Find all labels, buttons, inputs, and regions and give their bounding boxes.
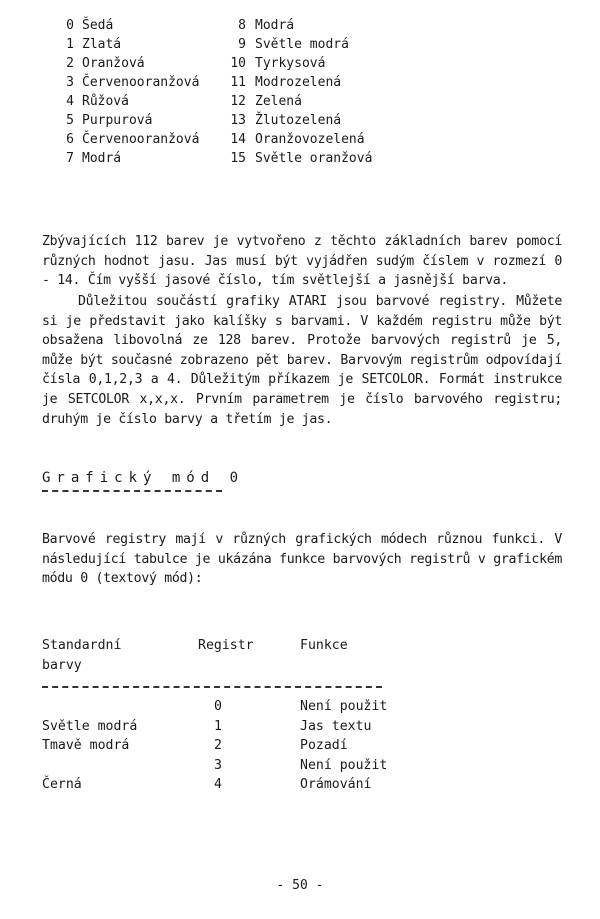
color-name: Tyrkysová [255, 56, 326, 71]
cell-function: Pozadí [300, 738, 348, 753]
cell-register: 3 [214, 757, 222, 773]
color-name: Růžová [82, 94, 129, 109]
color-number: 3 [66, 75, 74, 90]
cell-register: 4 [214, 777, 222, 792]
color-name: Purpurová [82, 113, 153, 128]
color-name: Žlutozelená [255, 113, 342, 128]
section-heading: Grafický mód 0 [42, 470, 245, 486]
cell-register: 2 [214, 738, 222, 753]
cell-color: Tmavě modrá [42, 738, 130, 753]
paragraph-table-intro: Barvové registry mají v různých grafických módech různou funkci. V následující tabulce je ukázána funkce barvových registrů v grafickém módu 0 (textový mód): [42, 532, 562, 587]
color-name: Šedá [82, 18, 114, 33]
page-number: - 50 - [276, 878, 324, 893]
color-name: Světle oranžová [255, 151, 373, 166]
color-number: 9 [238, 37, 246, 52]
cell-register: 1 [214, 718, 222, 734]
cell-function: Není použit [300, 699, 388, 714]
cell-color: Černá [42, 777, 82, 792]
color-name: Oranžová [82, 56, 145, 71]
color-name: Modrozelená [255, 75, 342, 90]
color-name: Světle modrá [255, 37, 349, 52]
paragraph-remaining-colors: Zbývajících 112 barev je vytvořeno z těchto základních barev pomocí různých hodnot jasu. Jas musí být vyjádřen sudým číslem v rozmezí 0 - 14. Čím vyšší jasové číslo, tím světlejší a jasnější barva. [42, 234, 562, 289]
cell-function: Orámování [300, 777, 372, 792]
color-number: 11 [230, 75, 246, 90]
table-row [0, 756, 600, 775]
color-number: 13 [230, 113, 246, 128]
table-header-colors [42, 636, 132, 675]
color-number: 7 [66, 151, 74, 166]
color-number: 0 [66, 18, 74, 33]
color-number: 6 [66, 132, 74, 147]
color-number: 12 [230, 94, 246, 109]
table-row [0, 717, 600, 736]
color-number: 14 [230, 132, 246, 147]
cell-function: Jas textu [300, 718, 372, 734]
color-number: 5 [66, 113, 74, 128]
color-name: Zlatá [82, 37, 122, 52]
color-number: 10 [230, 56, 246, 71]
cell-color: Světle modrá [42, 718, 138, 734]
header-text: Standardní barvy [42, 638, 122, 673]
color-number: 4 [66, 94, 74, 109]
heading-underline [42, 490, 222, 492]
color-number: 2 [66, 56, 74, 71]
cell-function: Není použit [300, 757, 388, 773]
color-name: Zelená [255, 94, 302, 109]
table-row [0, 736, 600, 755]
color-number: 1 [66, 37, 74, 52]
table-row [0, 775, 600, 794]
color-number: 15 [230, 151, 246, 166]
color-name: Červenooranžová [82, 75, 200, 90]
table-header-register: Registr [198, 638, 254, 653]
paragraph-color-registers: Důležitou součástí grafiky ATARI jsou barvové registry. Můžete si je představit jako kalíšky s barvami. V každém registru může být obsažena libovolná ze 128 barev. Protože barvových registrů je 5, může být současné zobrazeno pět barev. Barvovým registrům odpovídají čísla 0,1,2,3 a 4. Důležitým příkazem je SETCOLOR. Formát instrukce je SETCOLOR x,x,x. Prvním parametrem je číslo barvového registru; druhým je číslo barvy a třetím je jas. [42, 294, 562, 427]
color-name: Oranžovozelená [255, 132, 365, 147]
table-header-rule [42, 686, 382, 688]
color-name: Červenooranžová [82, 132, 200, 147]
table-row [0, 697, 600, 716]
color-number: 8 [238, 18, 246, 33]
color-name: Modrá [255, 18, 295, 33]
color-name: Modrá [82, 151, 122, 166]
table-header-function: Funkce [300, 638, 348, 653]
cell-register: 0 [214, 699, 222, 714]
